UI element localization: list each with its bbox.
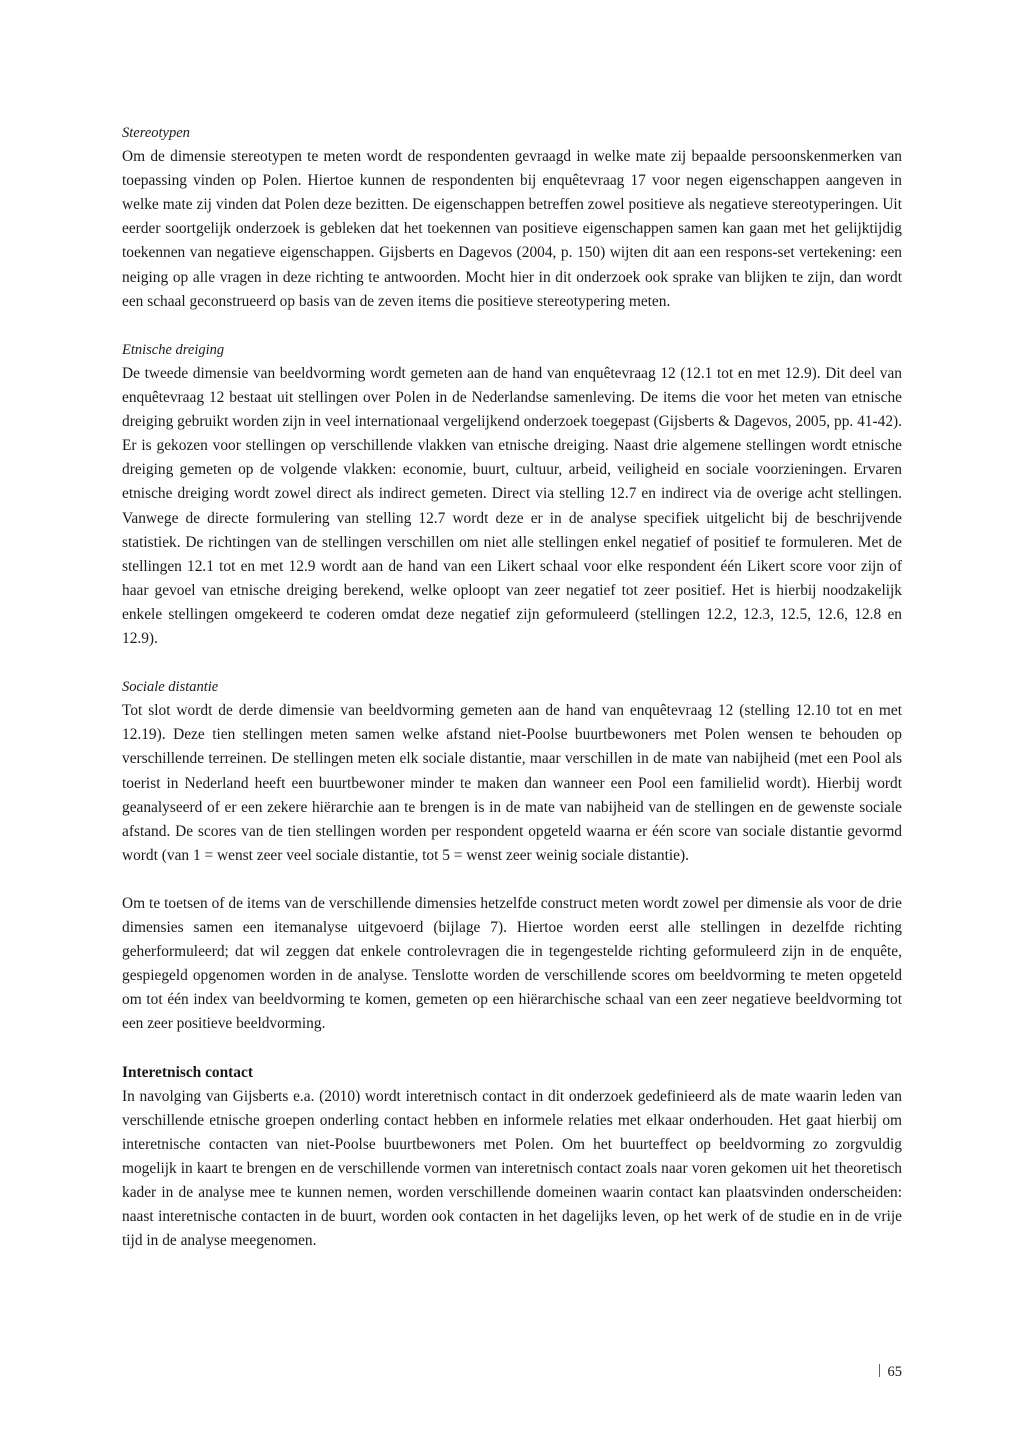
heading-stereotypen: Stereotypen — [122, 125, 190, 141]
paragraph-sociale-distantie: Tot slot wordt de derde dimensie van beeldvorming gemeten aan de hand van enquêtevraag 12 (stelling 12.10 tot en met 12.19). Deze tien stellingen meten samen welke afstand niet-Poolse buurtbewoners met Polen wensen te behouden op verschillende terreinen. De stellingen meten elk sociale distantie, maar verschillen in de mate van nabijheid (met een Pool als toerist in Nederland heeft een buurtbewoner minder te maken dan wanneer een Pool een familielid wordt). Hierbij wordt geanalyseerd of er een zekere hiërarchie aan te brengen is in de mate van nabijheid van de stellingen en de gewenste sociale afstand. De scores van de tien stellingen worden per respondent opgeteld waarna er één score van sociale distantie gevormd wordt (van 1 = wenst zeer veel sociale distantie, tot 5 = wenst zeer weinig sociale distantie). — [122, 702, 902, 864]
paragraph-etnische-dreiging: De tweede dimensie van beeldvorming wordt gemeten aan de hand van enquêtevraag 12 (12.1 tot en met 12.9). Dit deel van enquêtevraag 12 bestaat uit stellingen over Polen in de Nederlandse samenleving. De items die voor het meten van etnische dreiging gebruikt worden zijn in veel internationaal vergelijkend onderzoek toegepast (Gijsberts & Dagevos, 2005, pp. 41-42). Er is gekozen voor stellingen op verschillende vlakken van etnische dreiging. Naast drie algemene stellingen wordt etnische dreiging gemeten op de volgende vlakken: economie, buurt, cultuur, arbeid, veiligheid en sociale voorzieningen. Ervaren etnische dreiging wordt zowel direct als indirect gemeten. Direct via stelling 12.7 en indirect via de overige acht stellingen. Vanwege de directe formulering van stelling 12.7 wordt deze er in de analyse specifiek uitgelicht bij de beschrijvende statistiek. De richtingen van de stellingen verschillen om niet alle stellingen enkel negatief of positief te formuleren. Met de stellingen 12.1 tot en met 12.9 wordt aan de hand van een Likert schaal voor elke respondent één Likert score voor zijn of haar gevoel van etnische dreiging berekend, welke oploopt van zeer negatief tot zeer positief. Het is hierbij noodzakelijk enkele stellingen omgekeerd te coderen omdat deze negatief zijn geformuleerd (stellingen 12.2, 12.3, 12.5, 12.6, 12.8 en 12.9). — [122, 364, 902, 647]
paragraph-gap — [122, 1037, 902, 1061]
paragraph-gap — [122, 314, 902, 338]
paragraph-itemanalyse: Om te toetsen of de items van de verschillende dimensies hetzelfde construct meten wordt zowel per dimensie als voor de drie dimensies samen een itemanalyse uitgevoerd (bijlage 7). Hiertoe worden eerst alle stellingen in dezelfde richting geherformuleerd; dat wil zeggen dat enkele controlevragen die in tegengestelde richting geformuleerd zijn in de enquête, gespiegeld opgenomen worden in de analyse. Tenslotte worden de verschillende scores om beeldvorming te meten opgeteld om tot één index van beeldvorming te komen, gemeten op een hiërarchische schaal van een zeer negatieve beeldvorming tot een zeer positieve beeldvorming. — [122, 895, 902, 1033]
heading-interetnisch-contact: Interetnisch contact — [122, 1063, 253, 1081]
heading-etnische-dreiging: Etnische dreiging — [122, 341, 225, 358]
paragraph-gap — [122, 868, 902, 892]
page-footer — [879, 1364, 903, 1381]
paragraph-stereotypen: Om de dimensie stereotypen te meten wordt de respondenten gevraagd in welke mate zij bepaalde persoonskenmerken van toepassing vinden op Polen. Hiertoe kunnen de respondenten bij enquêtevraag 17 voor negen eigenschappen aangeven in welke mate zij vinden dat Polen deze bezitten. De eigenschappen betreffen zowel positieve als negatieve stereotyperingen. Uit eerder soortgelijk onderzoek is gebleken dat het toekennen van positieve eigenschappen samen kan gaan met het gelijktijdig toekennen van negatieve eigenschappen. Gijsberts en Dagevos (2004, p. 150) wijten dit aan een respons-set vertekening: een neiging op alle vragen in deze richting te antwoorden. Mocht hier in dit onderzoek ook sprake van blijken te zijn, dan wordt een schaal geconstrueerd op basis van de zeven items die positieve stereotypering meten. — [122, 148, 902, 310]
paragraph-gap — [122, 651, 902, 675]
document-page — [122, 121, 902, 1253]
heading-sociale-distantie: Sociale distantie — [122, 679, 219, 696]
paragraph-interetnisch-contact: In navolging van Gijsberts e.a. (2010) wordt interetnisch contact in dit onderzoek gedefinieerd als de mate waarin leden van verschillende etnische groepen onderling contact hebben en informele relaties met elkaar onderhouden. Het gaat hierbij om interetnische contacten van niet-Poolse buurtbewoners met Polen. Om het buurteffect op beeldvorming zo zorgvuldig mogelijk in kaart te brengen en de verschillende vormen van interetnisch contact zoals naar voren gekomen uit het theoretisch kader in de analyse mee te kunnen nemen, worden verschillende domeinen waarin contact kan plaatsvinden onderscheiden: naast interetnische contacten in de buurt, worden ook contacten in het dagelijks leven, op het werk of de studie en in de vrije tijd in de analyse meegenomen. — [122, 1087, 902, 1250]
page-number: 65 — [887, 1364, 902, 1380]
footer-separator — [879, 1364, 880, 1377]
